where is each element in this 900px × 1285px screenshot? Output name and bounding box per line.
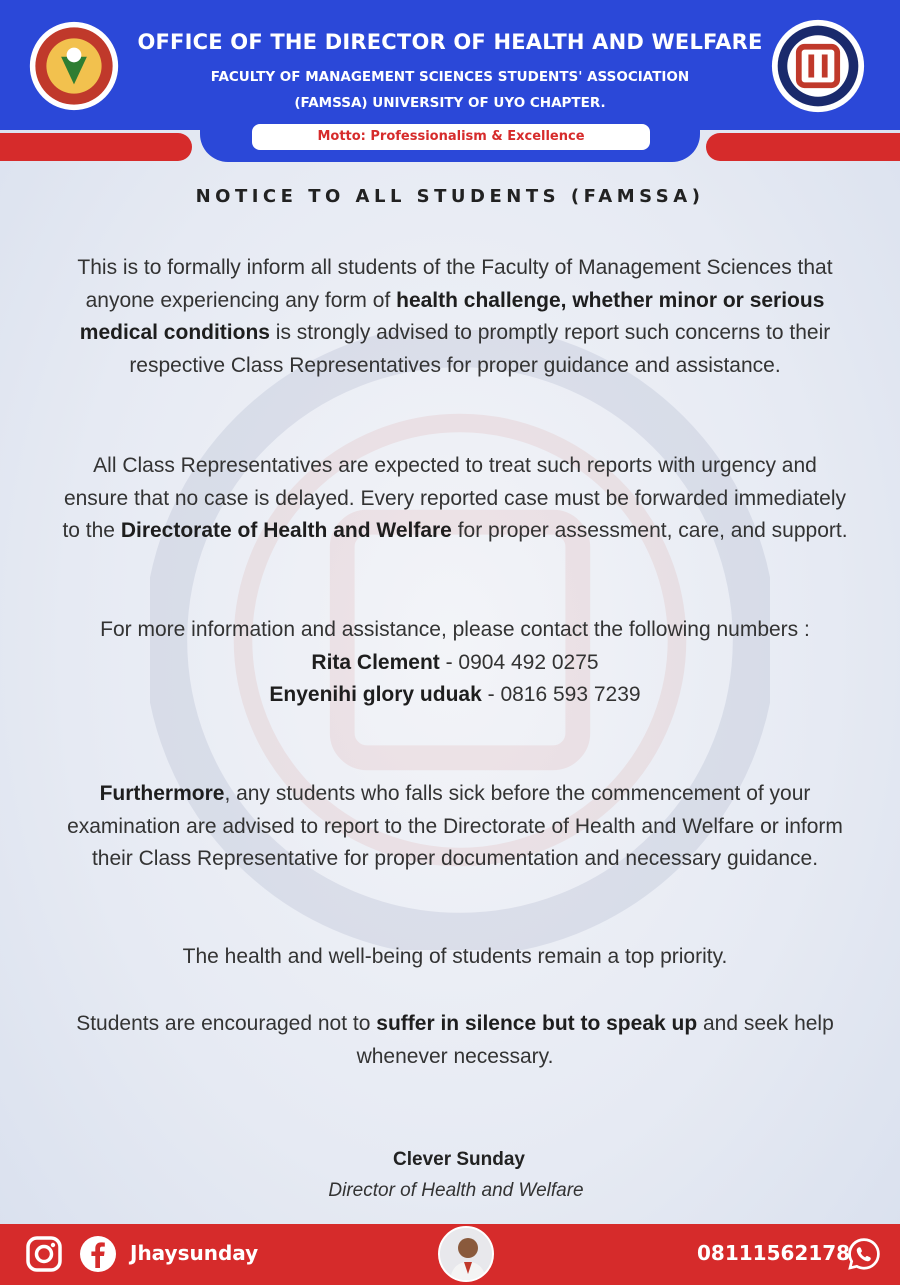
office-title: OFFICE OF THE DIRECTOR OF HEALTH AND WELFARE — [137, 30, 763, 54]
p2-text-c: for proper assessment, care, and support. — [451, 519, 848, 543]
p6-text-c: and seek help whenever necessary. — [356, 1012, 834, 1068]
contact-line — [60, 647, 850, 680]
p4-text-b: , any students who falls sick before the commencement of your examination are advised to report to the Directorate of Health and Welfare or inform their Class Representative for proper documentation and necessary guidance. — [67, 782, 843, 871]
university-crest-logo — [28, 20, 120, 112]
p1-text-a: This is to formally inform all students of the Faculty of Management Sciences that anyone experiencing any form of — [77, 256, 833, 312]
paragraph-priority: The health and well-being of students remain a top priority. — [182, 945, 728, 968]
association-subtitle — [130, 64, 770, 116]
p2-text-bold: Directorate of Health and Welfare — [120, 519, 452, 543]
contact-line — [60, 679, 850, 712]
paragraph-speak-up — [60, 1008, 850, 1073]
red-strip-left — [0, 133, 192, 161]
p2-text-a: All Class Representatives are expected to treat such reports with urgency and ensure that no case is delayed. Every reported case must be forwarded immediately to the — [62, 454, 847, 543]
contact-phone[interactable]: - 0816 593 7239 — [481, 683, 641, 707]
paragraph-health-challenge — [60, 252, 850, 382]
notice-title: NOTICE TO ALL STUDENTS (FAMSSA) — [195, 186, 705, 207]
instagram-icon[interactable] — [24, 1234, 64, 1274]
paragraph-contacts — [60, 614, 850, 712]
p1-text-bold: health challenge, whether minor or serious medical conditions — [79, 288, 825, 345]
signatory-name: Clever Sunday — [393, 1149, 525, 1170]
contact-phone-number[interactable]: 08111562178 — [697, 1241, 851, 1265]
red-strip-right — [706, 133, 900, 161]
contacts-intro: For more information and assistance, please contact the following numbers : — [100, 618, 810, 641]
association-logo — [770, 18, 866, 114]
subtitle-line-2: (FAMSSA) UNIVERSITY OF UYO CHAPTER. — [294, 95, 606, 111]
p1-text-c: is strongly advised to promptly report such concerns to their respective Class Representatives for proper guidance and assistance. — [129, 321, 831, 377]
avatar — [438, 1226, 494, 1282]
motto-badge: Motto: Professionalism & Excellence — [252, 124, 650, 150]
contact-name: Rita Clement — [311, 650, 440, 674]
p4-text-bold: Furthermore — [99, 782, 225, 805]
signatory-role: Director of Health and Welfare — [328, 1180, 584, 1201]
subtitle-line-1: FACULTY OF MANAGEMENT SCIENCES STUDENTS' ASSOCIATION — [210, 69, 690, 85]
paragraph-class-reps — [60, 450, 850, 548]
p6-text-a: Students are encouraged not to — [76, 1012, 377, 1035]
facebook-icon[interactable] — [78, 1234, 118, 1274]
p6-text-bold: suffer in silence but to speak up — [376, 1012, 698, 1035]
paragraph-exam-sickness — [60, 778, 850, 876]
contact-phone[interactable]: - 0904 492 0275 — [439, 650, 599, 674]
whatsapp-icon[interactable] — [846, 1236, 882, 1272]
social-handle[interactable]: Jhaysunday — [130, 1241, 259, 1265]
contact-name: Enyenihi glory uduak — [269, 683, 482, 707]
